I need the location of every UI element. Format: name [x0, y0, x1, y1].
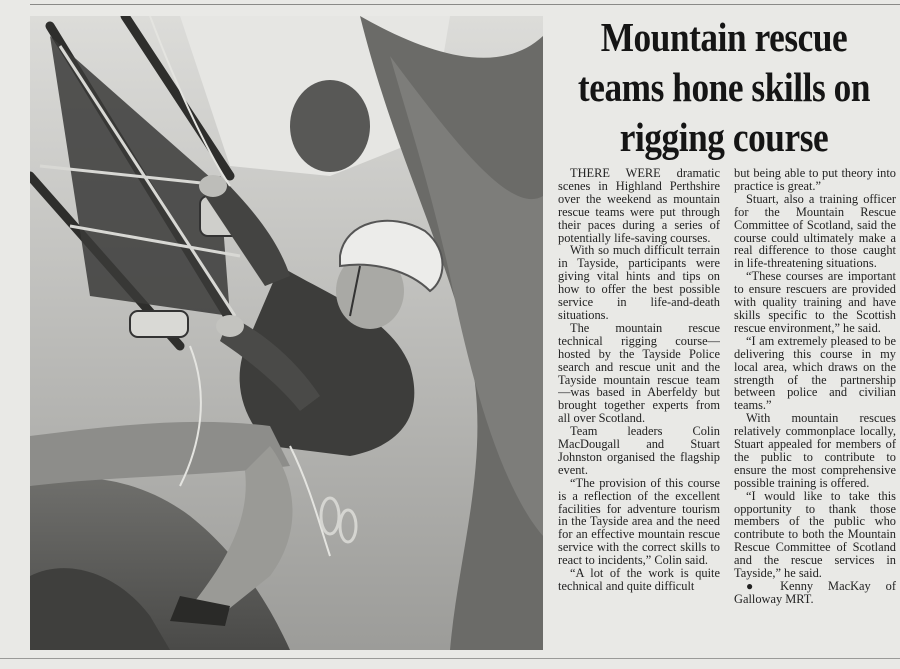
byline-text: Kenny MacKay of Galloway MRT. [734, 579, 896, 606]
paragraph: “These courses are important to ensure rescuers are provided with quality training and have skills specific to the Scottish rescue environment,” he said. [734, 269, 896, 335]
paragraph: With mountain rescues relatively commonplace locally, Stuart appealed for members of the public to contribute to ensure the most comprehensive possible training is offered. [734, 411, 896, 490]
article-column-right [734, 167, 896, 653]
paragraph: The mountain rescue technical rigging course—hosted by the Tayside Police search and rescue unit and the Tayside mountain rescue team—was based in Aberfeldy but brought together experts from all over Scotland. [558, 320, 720, 426]
paragraph: “I am extremely pleased to be delivering this course in my local area, which draws on the strength of the partnership between police and civilian teams.” [734, 333, 896, 413]
paragraph: Team leaders Colin MacDougall and Stuart Johnston organised the flagship event. [558, 424, 720, 477]
article-photo [30, 16, 543, 650]
paragraph: Stuart, also a training officer for the Mountain Rescue Committee of Scotland, said the course could ultimately make a real difference to those caught in life-threatening situations. [734, 191, 896, 271]
article-column-left [558, 167, 720, 653]
paragraph-continued: but being able to put theory into practice is great.” [734, 167, 896, 193]
paragraph: “I would like to take this opportunity to thank those members of the public who contribute to both the Mountain Rescue Committee of Scotland and the rescue services in Tayside,” he said. [734, 488, 896, 581]
paragraph: With so much difficult terrain in Tayside, participants were giving vital hints and tips on how to offer the best possible service in life-and-death situations. [558, 243, 720, 322]
bottom-rule [0, 658, 900, 659]
byline [734, 580, 896, 606]
paragraph: “A lot of the work is quite technical and quite difficult [558, 566, 720, 593]
headline: Mountain rescue teams hone skills on rigging course [577, 14, 871, 160]
bullet-dot-icon: ● [746, 579, 766, 593]
top-rule [30, 4, 900, 5]
paragraph: THERE WERE dramatic scenes in Highland Perthshire over the weekend as mountain rescue teams were put through their paces during a series of potentially life-saving courses. [558, 167, 720, 245]
climber-with-stretcher-photo [30, 16, 543, 650]
paragraph: “The provision of this course is a reflection of the excellent facilities for adventure tourism in the Tayside area and the need for an effective mountain rescue service with the correct skills to react to incidents,” Colin said. [558, 475, 720, 568]
